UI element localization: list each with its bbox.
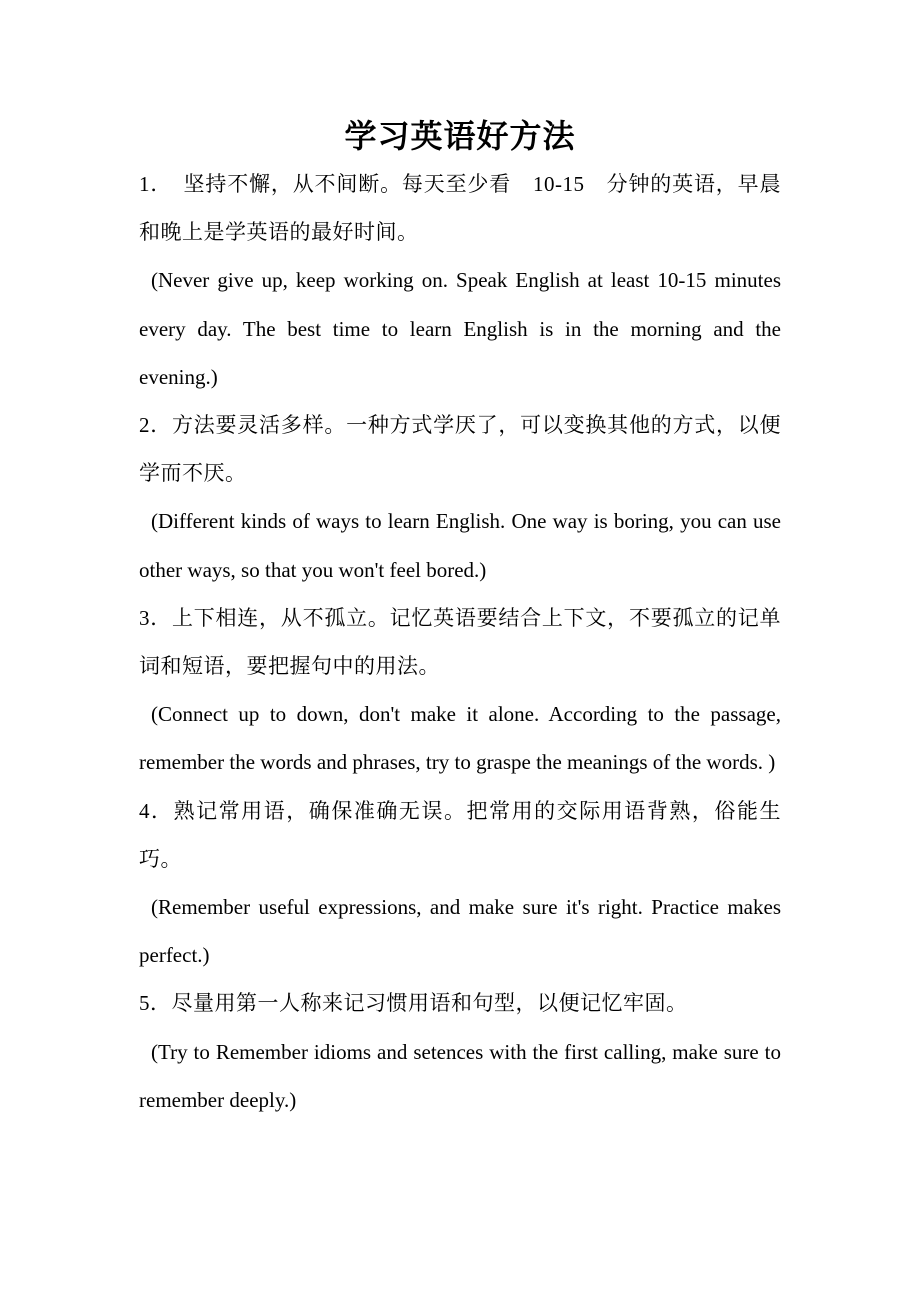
item-1-english: (Never give up, keep working on. Speak English at least 10-15 minutes every day. The best time to learn English is in the morning and the evening.) bbox=[139, 268, 781, 389]
document-title: 学习英语好方法 bbox=[344, 118, 576, 154]
item-5-chinese: 5．尽量用第一人称来记习惯用语和句型，以便记忆牢固。 bbox=[139, 991, 688, 1016]
document-body bbox=[139, 160, 781, 1124]
item-3-english: (Connect up to down, don't make it alone. According to the passage, remember the words and phrases, try to graspe the meanings of the words. ) bbox=[139, 702, 781, 775]
item-5-english: (Try to Remember idioms and setences with the first calling, make sure to remember deeply.) bbox=[139, 1039, 781, 1112]
item-1-chinese: 1． 坚持不懈，从不间断。每天至少看 10-15 分钟的英语，早晨和晚上是学英语的最好时间。 bbox=[139, 172, 781, 245]
item-4-english: (Remember useful expressions, and make sure it's right. Practice makes perfect.) bbox=[139, 895, 781, 968]
item-2-chinese: 2．方法要灵活多样。一种方式学厌了，可以变换其他的方式，以便学而不厌。 bbox=[139, 413, 781, 486]
item-4-chinese: 4．熟记常用语，确保准确无误。把常用的交际用语背熟，俗能生巧。 bbox=[139, 798, 781, 871]
item-3-chinese: 3．上下相连，从不孤立。记忆英语要结合上下文，不要孤立的记单词和短语，要把握句中的用法。 bbox=[139, 605, 781, 679]
item-2-english: (Different kinds of ways to learn English. One way is boring, you can use other ways, so that you won't feel bored.) bbox=[139, 509, 781, 582]
